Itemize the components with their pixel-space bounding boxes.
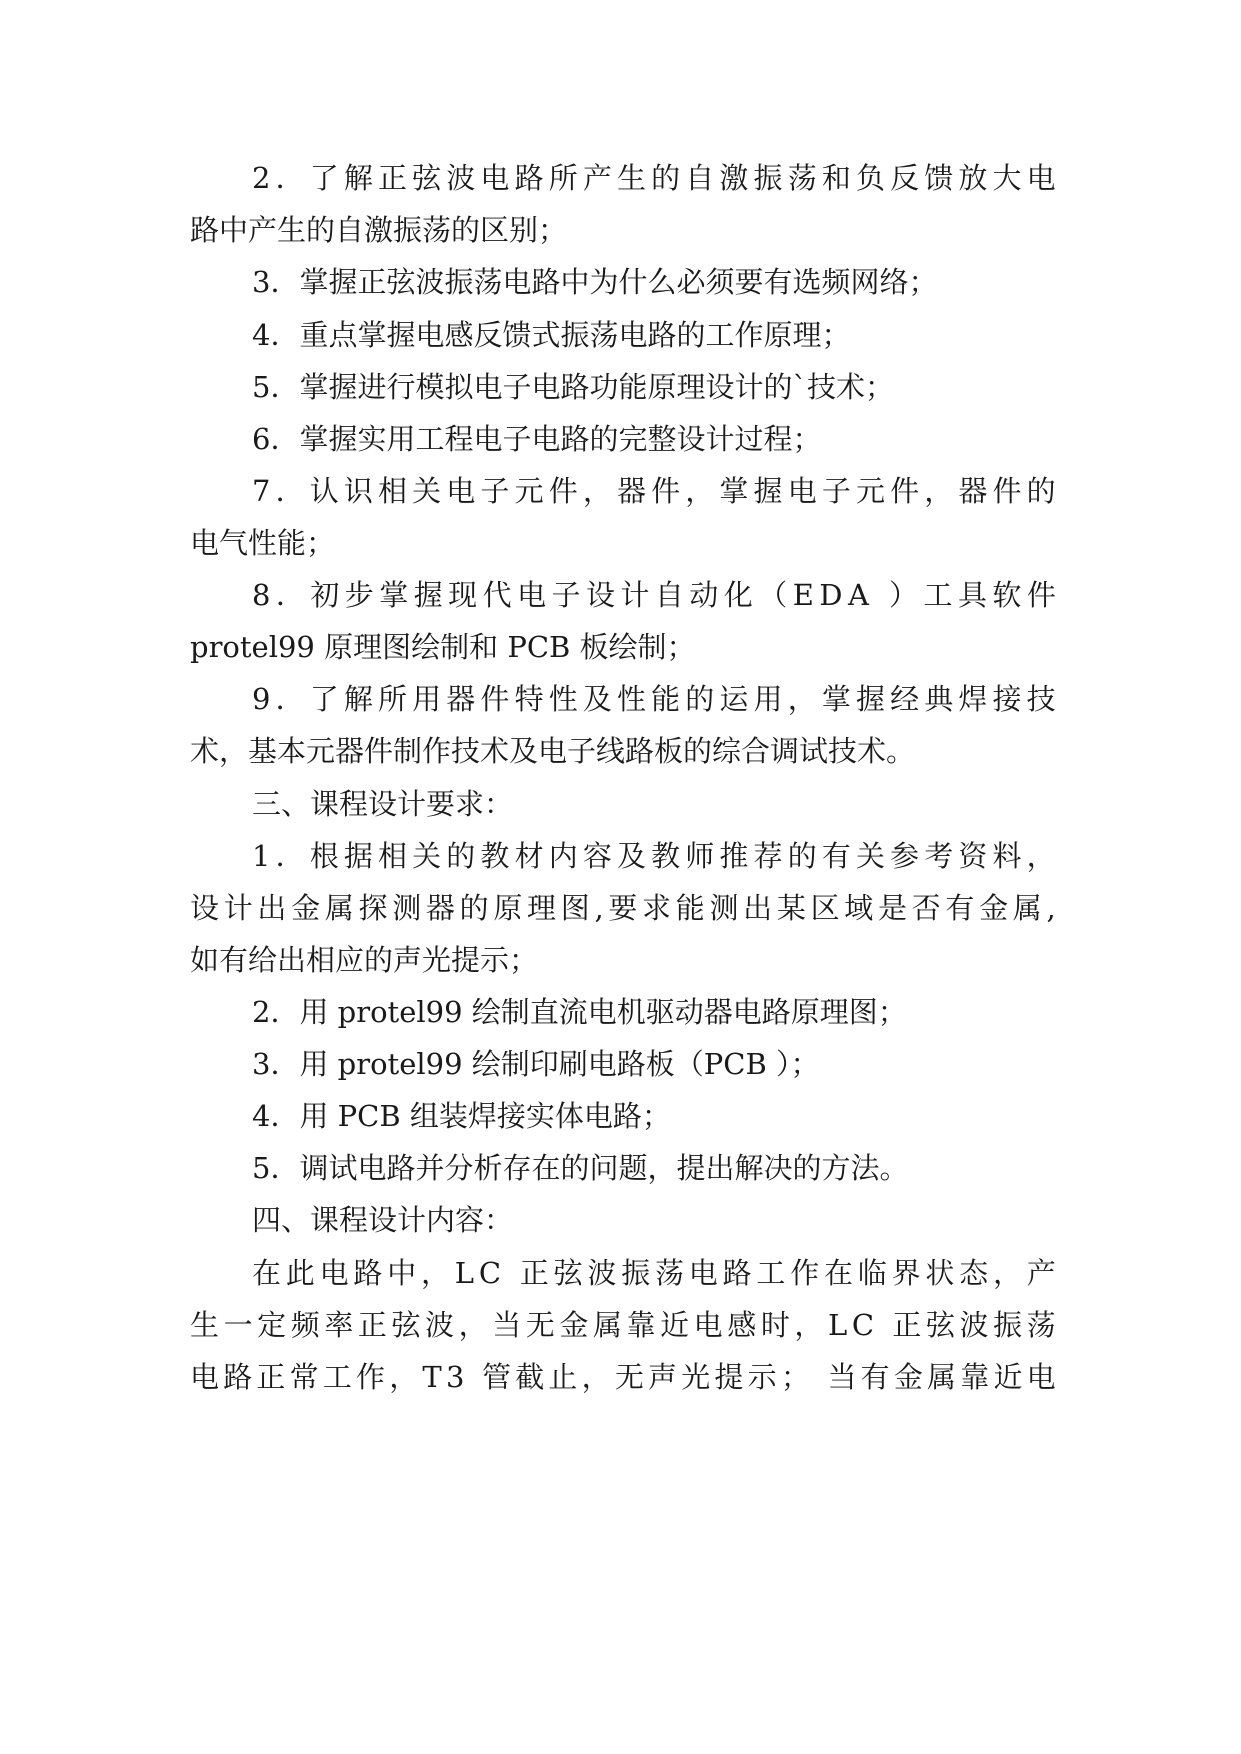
section-heading-4: 四、课程设计内容：: [252, 1203, 514, 1237]
paragraph-6-line-0: 8 ． 初 步 掌 握 现 代 电 子 设 计 自 动 化 （ E D A ） 工 具 软 件: [252, 578, 1056, 612]
paragraph-9-line-1: 设 计 出 金 属 探 测 器 的 原 理 图 , 要 求 能 测 出 某 区 域 是 否 有 金 属 ,: [190, 891, 1056, 925]
paragraph-3-line-0: 5．掌握进行模拟电子电路功能原理设计的`技术；: [252, 370, 894, 404]
paragraph-4-line-0: 6．掌握实用工程电子电路的完整设计过程；: [252, 422, 822, 456]
paragraph-15-line-0: 在 此 电 路 中 ， L C 正 弦 波 振 荡 电 路 工 作 在 临 界 状 态 ， 产: [252, 1256, 1056, 1290]
paragraph-11-line-0: 3．用 protel99 绘制印刷电路板（PCB ）；: [252, 1047, 820, 1081]
paragraph-0-line-1: 路中产生的自激振荡的区别；: [190, 213, 568, 247]
paragraph-7-line-0: 9 ． 了 解 所 用 器 件 特 性 及 性 能 的 运 用 ， 掌 握 经 典 焊 接 技: [252, 682, 1056, 716]
paragraph-1-line-0: 3．掌握正弦波振荡电路中为什么必须要有选频网络；: [252, 265, 938, 299]
paragraph-6-line-1: protel99 原理图绘制和 PCB 板绘制；: [190, 630, 696, 664]
paragraph-0-line-0: 2 ． 了 解 正 弦 波 电 路 所 产 生 的 自 激 振 荡 和 负 反 馈 放 大 电: [252, 161, 1056, 195]
paragraph-15-line-2: 电 路 正 常 工 作 ， T 3 管 截 止 ， 无 声 光 提 示 ； 当 有 金 属 靠 近 电: [190, 1360, 1056, 1394]
paragraph-10-line-0: 2．用 protel99 绘制直流电机驱动器电路原理图；: [252, 995, 907, 1029]
paragraph-5-line-0: 7 ． 认 识 相 关 电 子 元 件 ， 器 件 ， 掌 握 电 子 元 件 ， 器 件 的: [252, 474, 1056, 508]
paragraph-7-line-1: 术，基本元器件制作技术及电子线路板的综合调试技术。: [190, 734, 916, 768]
paragraph-9-line-0: 1 ． 根 据 相 关 的 教 材 内 容 及 教 师 推 荐 的 有 关 参 考 资 料 ，: [252, 839, 1056, 873]
paragraph-9-line-2: 如有给出相应的声光提示；: [190, 943, 539, 977]
paragraph-2-line-0: 4．重点掌握电感反馈式振荡电路的工作原理；: [252, 318, 851, 352]
paragraph-13-line-0: 5．调试电路并分析存在的问题，提出解决的方法。: [252, 1151, 909, 1185]
section-heading-3: 三、课程设计要求：: [252, 787, 514, 821]
paragraph-5-line-1: 电气性能；: [190, 526, 336, 560]
paragraph-12-line-0: 4．用 PCB 组装焊接实体电路；: [252, 1099, 671, 1133]
paragraph-15-line-1: 生 一 定 频 率 正 弦 波 ， 当 无 金 属 靠 近 电 感 时 ， L C 正 弦 波 振 荡: [190, 1308, 1056, 1342]
